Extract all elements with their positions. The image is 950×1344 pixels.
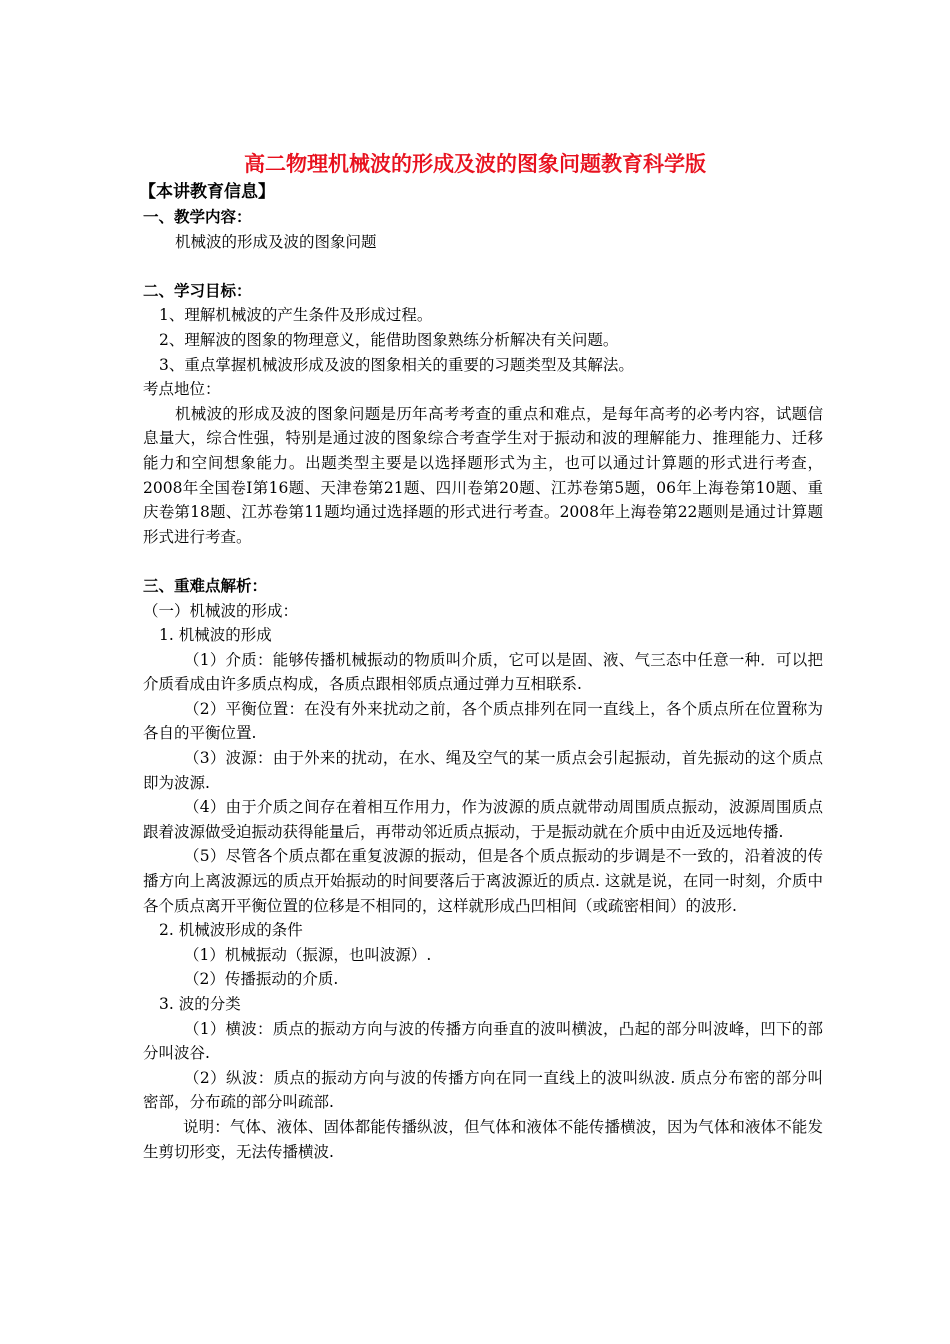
section1-text: 机械波的形成及波的图象问题: [175, 232, 377, 251]
part1-item: （3）波源：由于外来的扰动，在水、绳及空气的某一质点会引起振动，首先振动的这个质点即为波源.: [143, 749, 823, 792]
spacer: [143, 549, 823, 574]
part1-item: （4）由于介质之间存在着相互作用力，作为波源的质点就带动周围质点振动，波源周围质点跟着波源做受迫振动获得能量后，再带动邻近质点振动，于是振动就在介质中由近及远地传播.: [143, 798, 823, 841]
section1-heading: 一、教学内容：: [143, 207, 252, 226]
goal-item: 2、理解波的图象的物理意义，能借助图象熟练分析解决有关问题。: [159, 330, 619, 349]
part2-item: （2）传播振动的介质.: [184, 970, 339, 989]
section2-heading: 二、学习目标：: [143, 280, 252, 300]
info-header: 【本讲教育信息】: [139, 182, 275, 202]
part1-item: （1）介质：能够传播机械振动的物质叫介质，它可以是固、液、气三态中任意一种．可以把介质看成由许多质点构成，各质点跟相邻质点通过弹力互相联系.: [143, 650, 823, 694]
part3-item: （2）纵波：质点的振动方向与波的传播方向在同一直线上的波叫纵波. 质点分布密的部分叫密部，分布疏的部分叫疏部.: [143, 1068, 823, 1112]
part2-title: 2. 机械波形成的条件: [159, 921, 303, 940]
part1-item: （5）尽管各个质点都在重复波源的振动，但是各个质点振动的步调是不一致的，沿着波的传播方向上离波源远的质点开始振动的时间要落后于离波源近的质点. 这就是说，在同一时刻，介质中各个质点离开平衡位置的位移是不相同的，这样就形成凸凹相间（或疏密相间）的波形.: [143, 847, 823, 915]
part3-title: 3. 波的分类: [159, 995, 241, 1013]
document-title: 高二物理机械波的形成及波的图象问题教育科学版: [244, 151, 706, 176]
exam-paragraph: 机械波的形成及波的图象问题是历年高考考查的重点和难点，是每年高考的必考内容，试题信息量大，综合性强，特别是通过波的图象综合考查学生对于振动和波的理解能力、推理能力、迁移能力和空间想象能力。出题类型主要是以选择题形式为主，也可以通过计算题的形式进行考查，2008年全国卷Ⅰ第16题、天津卷第21题、四川卷第20题、江苏卷第5题，06年上海卷第10题、重庆卷第18题、江苏卷第11题均通过选择题的形式进行考查。2008年上海卷第22题则是通过计算题形式进行考查。: [143, 404, 823, 546]
part1-item: （2）平衡位置：在没有外来扰动之前，各个质点排列在同一直线上，各个质点所在位置称为各自的平衡位置.: [143, 699, 823, 743]
exam-label: 考点地位：: [143, 380, 221, 399]
section3-heading: 三、重难点解析：: [143, 575, 268, 595]
subsection-heading: （一）机械波的形成：: [143, 601, 299, 620]
spacer: [143, 254, 823, 279]
goal-item: 3、重点掌握机械波形成及波的图象相关的重要的习题类型及其解法。: [159, 355, 634, 374]
goal-item: 1、理解机械波的产生条件及形成过程。: [159, 306, 433, 325]
part1-title: 1. 机械波的形成: [159, 626, 272, 645]
part3-item: （1）横波：质点的振动方向与波的传播方向垂直的波叫横波，凸起的部分叫波峰，凹下的部分叫波谷.: [143, 1019, 823, 1063]
document-body: [139, 180, 823, 1164]
note-paragraph: 说明：气体、液体、固体都能传播纵波，但气体和液体不能传播横波，因为气体和液体不能发生剪切形变，无法传播横波.: [143, 1117, 823, 1161]
part2-item: （1）机械振动（振源，也叫波源）.: [184, 945, 432, 964]
